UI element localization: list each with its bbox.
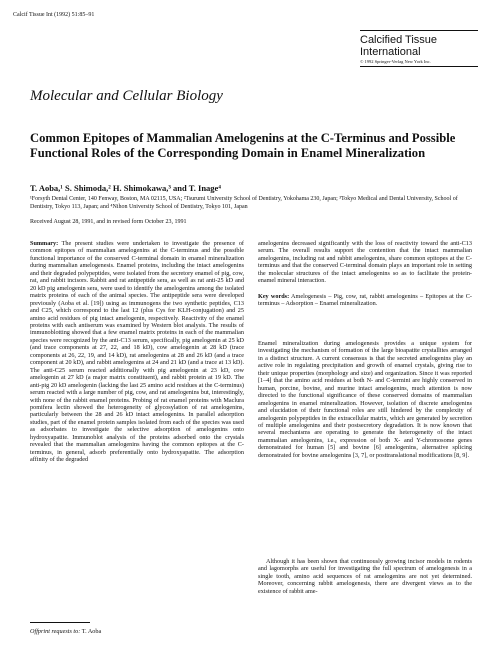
journal-name-line2: International	[360, 46, 421, 58]
summary-label: Summary:	[30, 240, 59, 247]
author-list: T. Aoba,¹ S. Shimoda,² H. Shimokawa,³ and T. Inage⁴	[30, 183, 221, 193]
journal-name-line1: Calcified Tissue	[360, 34, 438, 46]
offprint-name: T. Aoba	[80, 628, 102, 635]
keywords-paragraph	[258, 293, 472, 308]
summary-text: The present studies were undertaken to investigate the presence of common epitopes of mammalian amelogenins at the C-terminus and the possible functional importance of the conserved C-terminal domain in enamel mineralization during mammalian amelogenesis. Enamel proteins, including the intact amelogenins and their degraded polypeptides, were isolated from the secretory enamel of pig, cow, rat, and rabbit incisors. Rabbit and rat antipeptide sera, as well as rat anti-25 kD and 20 kD pig amelogenin sera, were used to identify the amelogenins among the isolated matrix proteins of each of the animal species. The antipeptide sera were developed previously (Aoba et al. [19]) using as immunogens the two synthetic peptides, C13 and C25, which correspond to the last 12 (plus Cys for KLH-conjugation) and 25 amino acid residues of pig intact amelogenin, respectively. Reactivity of the enamel proteins with each antiserum was examined by Western blot analysis. The results of immunoblotting showed that a few enamel matrix proteins in each of the mammalian species were recognized by the anti-C13 serum, specifically, pig amelogenin at 25 kD (and trace components at 27, 22, and 18 kD), cow amelogenin at 28 kD (trace components at 26, 22, 19, and 14 kD), rat amelogenins at 28 and 26 kD (and a trace component at 20 kD), and rabbit amelogenins at 24 and 21 kD (and a trace at 13 kD). The anti-C25 serum reacted additionally with pig amelogenin at 23 kD, cow amelogenin at 27 kD (a major matrix constituent), and rabbit protein at 19 kD. The anti-pig 20 kD amelogenin (lacking the last 25 amino acid residues at the C-terminus) serum reacted with a large number of pig, cow, and rat amelogenins but, interestingly, with none of the rabbit enamel proteins. Probing of rat enamel proteins with Maclura pomifera lectin showed the heterogeneity of glycosylation of rat amelogenins, particularly between the 28 and 26 kD intact amelogenins. In parallel adsorption studies, part of the enamel protein samples isolated from each of the species was used as adsorbates to investigate the selective adsorption of amelogenins onto hydroxyapatite. Immunoblot analysis of the proteins adsorbed onto the crystals revealed that the mammalian amelogenins having the common epitopes at the C-terminus, in general, adsorb preferentially onto hydroxyapatite. The adsorption affinity of the degraded	[30, 240, 244, 464]
journal-copyright: © 1992 Springer-Verlag New York Inc.	[360, 59, 431, 64]
affiliations: ¹Forsyth Dental Center, 140 Fenway, Boston, MA 02115, USA; ²Tsurumi University School of Dentistry, Yokohama 230, Japan; ³Tokyo Medical and Dental University, School of Dentistry, Tokyo 113, Japan; and ⁴Nihon University School of Dentistry, Tokyo 101, Japan	[30, 196, 458, 210]
keywords-label: Key words:	[258, 293, 290, 300]
summary-continued: amelogenins decreased significantly with the loss of reactivity toward the anti-C13 serum. The overall results support the contention that the intact mammalian amelogenins, including rat and rabbit amelogenins, share common epitopes at the C-terminus and that the conserved C-terminal domain plays an important role in setting the molecular structures of the intact amelogenins so as to facilitate the protein-enamel mineral interaction.	[258, 240, 472, 285]
offprint-label: Offprint requests to:	[30, 628, 81, 635]
footnote-divider	[30, 622, 90, 623]
section-heading: Molecular and Cellular Biology	[30, 88, 223, 104]
journal-citation: Calcif Tissue Int (1992) 51:85–91	[13, 12, 95, 18]
summary-paragraph	[30, 240, 244, 464]
received-date: Received August 28, 1991, and in revised form October 23, 1991	[30, 219, 187, 225]
journal-masthead	[360, 30, 478, 67]
article-title: Common Epitopes of Mammalian Amelogenins at the C-Terminus and Possible Functional Roles of the Corresponding Domain in Enamel Mineralization	[30, 131, 456, 160]
body-paragraph-1: Enamel mineralization during amelogenesis provides a unique system for investigating the mechanism of formation of the large bioapatite crystallites arranged in a distinct structure. A current consensus is that the secreted amelogenins play an active role in regulating precipitation and growth of enamel crystals, giving rise to their unique properties (morphology and size) and organization. Since it was reported [1–4] that the amino acid residues at both N- and C-termini are highly conserved in human, porcine, bovine, and murine intact amelogenins, much attention is now directed to the functional significance of these conserved domains of mammalian amelogenins in enamel mineralization. However, isolation of discrete amelogenins and elucidation of their functional roles are still hindered by the complexity of amelogenin polypeptides in the extracellular matrix, which are generated by secretion of multiple amelogenins and their postsecretory degradation. It is now known that several mechanisms are operating to generate the heterogeneity of the intact mammalian amelogenins, i.e., expression of both X- and Y-chromosome genes demonstrated for human [5] and bovine [6] amelogenins, alternative splicing demonstrated for bovine amelogenins [3, 7], or posttranslational modifications [8, 9].	[258, 340, 472, 459]
offprint-footnote	[30, 628, 101, 635]
body-paragraph-2: Although it has been shown that continuously growing incisor models in rodents and lagomorphs are useful for investigating the full spectrum of amelogenesis in a single tooth, amino acid sequences of rat amelogenins are not yet determined. Moreover, concerning rabbit amelogenesis, there are divergent views as to the existence of rabbit ame-	[258, 558, 472, 595]
keywords-text: Amelogenesis – Pig, cow, rat, rabbit amelogenins – Epitopes at the C-terminus – Adsorption – Enamel mineralization.	[258, 293, 472, 308]
